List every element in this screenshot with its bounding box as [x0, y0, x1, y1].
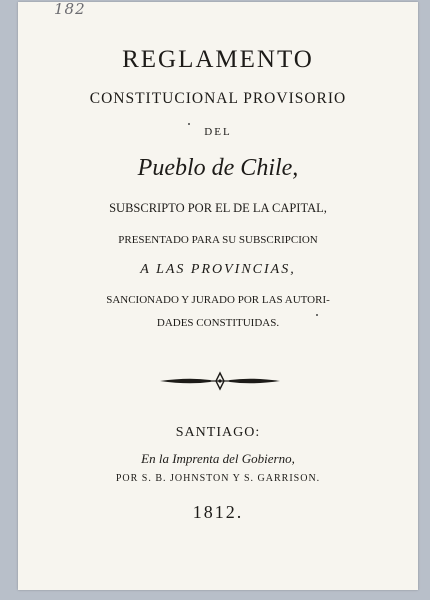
handwritten-note: 182 — [54, 0, 86, 18]
subscripto-line: SUBSCRIPTO POR EL DE LA CAPITAL, — [109, 201, 327, 215]
publication-year: 1812. — [192, 502, 244, 522]
presentado-line: PRESENTADO PARA SU SUBSCRIPCION — [118, 234, 318, 246]
document-subtitle: CONSTITUCIONAL PROVISORIO — [89, 90, 347, 107]
sancionado-line-2: DADES CONSTITUIDAS. — [156, 317, 280, 329]
place-line: SANTIAGO: — [175, 425, 261, 440]
document-page — [18, 2, 418, 590]
ink-speck — [188, 123, 190, 125]
sancionado-line-1: SANCIONADO Y JURADO POR LAS AUTORI- — [106, 294, 330, 306]
document-title: REGLAMENTO — [122, 46, 314, 73]
imprenta-line: En la Imprenta del Gobierno, — [141, 451, 295, 466]
ink-speck — [316, 314, 318, 316]
printers-line: POR S. B. JOHNSTON Y S. GARRISON. — [115, 473, 321, 484]
del-line: DEL — [204, 126, 232, 138]
pueblo-line: Pueblo de Chile, — [137, 155, 299, 181]
provincias-line: A LAS PROVINCIAS, — [140, 262, 296, 277]
printer-ornament-icon — [158, 371, 282, 391]
